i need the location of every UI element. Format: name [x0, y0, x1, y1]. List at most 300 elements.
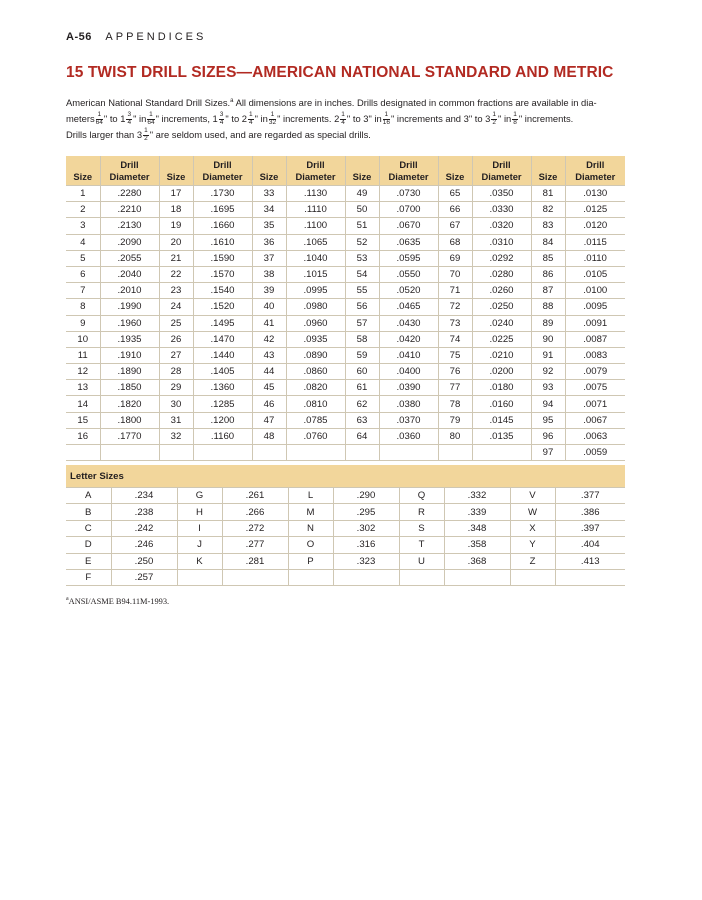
letter-size-cell: R	[399, 504, 444, 520]
drill-diameter-cell: .0079	[565, 364, 625, 380]
drill-diameter-cell: .0200	[472, 364, 531, 380]
drill-size-cell: 19	[159, 218, 193, 234]
drill-size-cell: 72	[438, 299, 472, 315]
table-row	[66, 537, 625, 553]
drill-diameter-cell: .1520	[193, 299, 252, 315]
drill-diameter-cell: .0059	[565, 445, 625, 461]
drill-diameter-cell: .2090	[100, 234, 159, 250]
drill-diameter-cell: .1065	[286, 234, 345, 250]
letter-diameter-cell: .332	[444, 488, 510, 504]
letter-diameter-cell: .316	[333, 537, 399, 553]
drill-diameter-cell: .2055	[100, 250, 159, 266]
drill-diameter-cell: .1440	[193, 347, 252, 363]
drill-size-cell: 28	[159, 364, 193, 380]
letter-diameter-cell: .234	[111, 488, 177, 504]
drill-size-cell: 39	[252, 283, 286, 299]
drill-size-cell: 56	[345, 299, 379, 315]
drill-size-cell	[345, 445, 379, 461]
drill-diameter-cell: .0935	[286, 331, 345, 347]
section-label: APPENDICES	[105, 31, 207, 43]
drill-diameter-cell: .0700	[379, 202, 438, 218]
table-row	[66, 347, 625, 363]
drill-size-cell: 46	[252, 396, 286, 412]
drill-size-cell: 45	[252, 380, 286, 396]
drill-size-cell: 48	[252, 428, 286, 444]
drill-diameter-cell: .1695	[193, 202, 252, 218]
drill-size-cell: 50	[345, 202, 379, 218]
drill-diameter-cell: .1610	[193, 234, 252, 250]
drill-diameter-column-header: Drill Diameter	[472, 156, 531, 186]
drill-size-cell: 40	[252, 299, 286, 315]
drill-size-cell: 74	[438, 331, 472, 347]
drill-diameter-cell: .0350	[472, 186, 531, 202]
drill-diameter-cell: .0120	[565, 218, 625, 234]
drill-diameter-cell: .2130	[100, 218, 159, 234]
letter-diameter-cell: .261	[222, 488, 288, 504]
drill-diameter-cell: .0087	[565, 331, 625, 347]
drill-size-cell: 55	[345, 283, 379, 299]
drill-size-cell: 76	[438, 364, 472, 380]
letter-size-cell: X	[510, 520, 555, 536]
drill-diameter-cell: .0071	[565, 396, 625, 412]
letter-size-cell: U	[399, 553, 444, 569]
drill-size-cell: 32	[159, 428, 193, 444]
drill-diameter-cell: .2280	[100, 186, 159, 202]
letter-size-cell: W	[510, 504, 555, 520]
drill-size-cell: 65	[438, 186, 472, 202]
drill-diameter-cell: .0520	[379, 283, 438, 299]
table-row	[66, 488, 625, 504]
drill-size-cell: 80	[438, 428, 472, 444]
letter-diameter-cell	[555, 569, 625, 585]
drill-diameter-cell: .1110	[286, 202, 345, 218]
drill-diameter-cell: .1130	[286, 186, 345, 202]
letter-size-cell: E	[66, 553, 111, 569]
letter-size-cell	[288, 569, 333, 585]
drill-diameter-cell: .0810	[286, 396, 345, 412]
drill-size-cell: 27	[159, 347, 193, 363]
letter-size-cell: Z	[510, 553, 555, 569]
drill-size-cell: 17	[159, 186, 193, 202]
drill-size-cell: 59	[345, 347, 379, 363]
drill-diameter-cell: .0180	[472, 380, 531, 396]
letter-size-cell: Q	[399, 488, 444, 504]
table-row	[66, 364, 625, 380]
letter-diameter-cell: .281	[222, 553, 288, 569]
table-header-row	[66, 156, 625, 186]
size-column-header: Size	[252, 156, 286, 186]
drill-diameter-cell: .0820	[286, 380, 345, 396]
drill-diameter-cell: .0360	[379, 428, 438, 444]
number-sizes-table	[66, 156, 625, 461]
drill-size-cell: 8	[66, 299, 100, 315]
letter-size-cell: C	[66, 520, 111, 536]
drill-diameter-column-header: Drill Diameter	[193, 156, 252, 186]
drill-size-cell: 36	[252, 234, 286, 250]
drill-diameter-cell: .0105	[565, 266, 625, 282]
drill-diameter-cell: .0960	[286, 315, 345, 331]
drill-size-cell: 9	[66, 315, 100, 331]
drill-size-cell: 60	[345, 364, 379, 380]
letter-size-cell: A	[66, 488, 111, 504]
drill-diameter-cell: .0063	[565, 428, 625, 444]
drill-size-cell: 24	[159, 299, 193, 315]
drill-diameter-cell: .0730	[379, 186, 438, 202]
drill-size-cell	[66, 445, 100, 461]
drill-size-cell: 34	[252, 202, 286, 218]
letter-diameter-cell: .358	[444, 537, 510, 553]
drill-diameter-cell	[286, 445, 345, 461]
drill-size-cell: 49	[345, 186, 379, 202]
drill-diameter-column-header: Drill Diameter	[286, 156, 345, 186]
drill-size-cell: 66	[438, 202, 472, 218]
drill-size-cell: 83	[531, 218, 565, 234]
drill-diameter-cell: .0995	[286, 283, 345, 299]
drill-size-cell: 42	[252, 331, 286, 347]
drill-diameter-column-header: Drill Diameter	[100, 156, 159, 186]
drill-diameter-cell: .1100	[286, 218, 345, 234]
table-row	[66, 380, 625, 396]
drill-diameter-cell: .1990	[100, 299, 159, 315]
drill-diameter-cell: .0595	[379, 250, 438, 266]
drill-size-cell: 69	[438, 250, 472, 266]
letter-size-cell: I	[177, 520, 222, 536]
table-row	[66, 504, 625, 520]
drill-diameter-cell: .0067	[565, 412, 625, 428]
letter-diameter-cell: .250	[111, 553, 177, 569]
drill-diameter-cell: .0430	[379, 315, 438, 331]
table-row	[66, 396, 625, 412]
drill-size-cell: 1	[66, 186, 100, 202]
drill-diameter-cell: .0083	[565, 347, 625, 363]
table-row	[66, 218, 625, 234]
drill-size-cell: 25	[159, 315, 193, 331]
drill-size-cell: 16	[66, 428, 100, 444]
drill-diameter-cell: .1405	[193, 364, 252, 380]
drill-diameter-column-header: Drill Diameter	[565, 156, 625, 186]
table-row	[66, 234, 625, 250]
drill-size-cell: 96	[531, 428, 565, 444]
drill-diameter-cell: .0100	[565, 283, 625, 299]
intro-line-3: Drills larger than 3 1 2 " are seldom used, and are regarded as special drills.	[66, 127, 371, 142]
drill-size-cell: 47	[252, 412, 286, 428]
letter-sizes-heading: Letter Sizes	[66, 465, 625, 488]
letter-size-cell: F	[66, 569, 111, 585]
drill-diameter-cell: .0225	[472, 331, 531, 347]
table-row	[66, 520, 625, 536]
table-row	[66, 186, 625, 202]
drill-size-cell: 5	[66, 250, 100, 266]
drill-diameter-cell: .1910	[100, 347, 159, 363]
drill-diameter-cell: .1770	[100, 428, 159, 444]
letter-diameter-cell	[222, 569, 288, 585]
drill-diameter-column-header: Drill Diameter	[379, 156, 438, 186]
drill-size-cell: 53	[345, 250, 379, 266]
drill-size-cell: 26	[159, 331, 193, 347]
size-column-header: Size	[345, 156, 379, 186]
drill-size-cell: 85	[531, 250, 565, 266]
drill-diameter-cell: .0550	[379, 266, 438, 282]
drill-diameter-cell	[193, 445, 252, 461]
drill-diameter-cell: .1285	[193, 396, 252, 412]
letter-diameter-cell: .397	[555, 520, 625, 536]
table-row	[66, 315, 625, 331]
drill-size-cell: 86	[531, 266, 565, 282]
table-row	[66, 283, 625, 299]
letter-size-cell: S	[399, 520, 444, 536]
drill-size-cell: 43	[252, 347, 286, 363]
drill-size-cell: 14	[66, 396, 100, 412]
drill-size-cell: 94	[531, 396, 565, 412]
page-number: A-56	[66, 31, 92, 43]
letter-size-cell: D	[66, 537, 111, 553]
letter-diameter-cell: .238	[111, 504, 177, 520]
drill-diameter-cell: .0075	[565, 380, 625, 396]
drill-size-cell: 13	[66, 380, 100, 396]
letter-diameter-cell: .266	[222, 504, 288, 520]
drill-diameter-cell: .0980	[286, 299, 345, 315]
letter-diameter-cell: .242	[111, 520, 177, 536]
drill-diameter-cell: .1890	[100, 364, 159, 380]
letter-diameter-cell: .386	[555, 504, 625, 520]
drill-size-cell: 79	[438, 412, 472, 428]
drill-diameter-cell: .0370	[379, 412, 438, 428]
drill-diameter-cell: .1660	[193, 218, 252, 234]
drill-size-cell: 64	[345, 428, 379, 444]
table-row	[66, 202, 625, 218]
drill-size-cell: 97	[531, 445, 565, 461]
drill-diameter-cell: .0465	[379, 299, 438, 315]
letter-size-cell	[177, 569, 222, 585]
drill-size-cell: 21	[159, 250, 193, 266]
drill-size-cell	[438, 445, 472, 461]
drill-diameter-cell: .0380	[379, 396, 438, 412]
drill-diameter-cell: .0091	[565, 315, 625, 331]
drill-size-cell: 6	[66, 266, 100, 282]
drill-diameter-cell: .0260	[472, 283, 531, 299]
drill-diameter-cell: .1160	[193, 428, 252, 444]
drill-size-cell: 33	[252, 186, 286, 202]
drill-diameter-cell: .0160	[472, 396, 531, 412]
size-column-header: Size	[66, 156, 100, 186]
drill-size-cell: 12	[66, 364, 100, 380]
drill-size-cell: 41	[252, 315, 286, 331]
size-column-header: Size	[531, 156, 565, 186]
drill-diameter-cell: .1540	[193, 283, 252, 299]
drill-diameter-cell: .1200	[193, 412, 252, 428]
drill-size-cell: 91	[531, 347, 565, 363]
table-row	[66, 299, 625, 315]
drill-size-cell: 78	[438, 396, 472, 412]
drill-diameter-cell: .0670	[379, 218, 438, 234]
letter-diameter-cell: .348	[444, 520, 510, 536]
drill-size-cell: 51	[345, 218, 379, 234]
drill-diameter-cell: .0635	[379, 234, 438, 250]
drill-size-cell: 54	[345, 266, 379, 282]
letter-diameter-cell: .295	[333, 504, 399, 520]
drill-size-cell: 2	[66, 202, 100, 218]
intro-line-1: American National Standard Drill Sizes.$^a$ All dimensions are in inches. Drills designated in common fractions are available in dia-	[66, 97, 597, 109]
drill-size-cell: 84	[531, 234, 565, 250]
drill-diameter-cell: .1820	[100, 396, 159, 412]
drill-size-cell: 38	[252, 266, 286, 282]
drill-diameter-cell: .0130	[565, 186, 625, 202]
drill-size-cell	[159, 445, 193, 461]
drill-diameter-cell: .0310	[472, 234, 531, 250]
drill-diameter-cell: .0890	[286, 347, 345, 363]
drill-diameter-cell: .1850	[100, 380, 159, 396]
drill-diameter-cell: .1730	[193, 186, 252, 202]
drill-size-cell: 63	[345, 412, 379, 428]
drill-diameter-cell: .0145	[472, 412, 531, 428]
letter-diameter-cell: .323	[333, 553, 399, 569]
drill-size-cell: 4	[66, 234, 100, 250]
letter-size-cell	[510, 569, 555, 585]
letter-size-cell: B	[66, 504, 111, 520]
drill-diameter-cell: .2040	[100, 266, 159, 282]
drill-diameter-cell	[100, 445, 159, 461]
letter-diameter-cell: .246	[111, 537, 177, 553]
drill-size-cell: 75	[438, 347, 472, 363]
drill-size-cell: 20	[159, 234, 193, 250]
drill-size-cell: 52	[345, 234, 379, 250]
letter-size-cell: P	[288, 553, 333, 569]
drill-diameter-cell: .0320	[472, 218, 531, 234]
letter-diameter-cell: .404	[555, 537, 625, 553]
drill-size-cell: 77	[438, 380, 472, 396]
drill-size-cell: 58	[345, 331, 379, 347]
letter-diameter-cell: .413	[555, 553, 625, 569]
drill-diameter-cell: .0110	[565, 250, 625, 266]
letter-diameter-cell: .302	[333, 520, 399, 536]
drill-size-cell: 11	[66, 347, 100, 363]
letter-diameter-cell: .257	[111, 569, 177, 585]
drill-size-cell: 70	[438, 266, 472, 282]
drill-diameter-cell: .1935	[100, 331, 159, 347]
drill-diameter-cell: .1960	[100, 315, 159, 331]
page-title: 15 TWIST DRILL SIZES—AMERICAN NATIONAL STANDARD AND METRIC	[66, 64, 614, 81]
letter-size-cell: G	[177, 488, 222, 504]
drill-diameter-cell: .1590	[193, 250, 252, 266]
drill-diameter-cell: .0135	[472, 428, 531, 444]
drill-size-cell: 61	[345, 380, 379, 396]
drill-diameter-cell: .0240	[472, 315, 531, 331]
drill-size-cell: 57	[345, 315, 379, 331]
letter-size-cell: H	[177, 504, 222, 520]
drill-size-cell: 68	[438, 234, 472, 250]
letter-diameter-cell	[333, 569, 399, 585]
letter-size-cell: O	[288, 537, 333, 553]
drill-diameter-cell: .1015	[286, 266, 345, 282]
letter-size-cell	[399, 569, 444, 585]
drill-diameter-cell: .1040	[286, 250, 345, 266]
drill-diameter-cell: .1570	[193, 266, 252, 282]
letter-diameter-cell: .377	[555, 488, 625, 504]
table-row	[66, 412, 625, 428]
drill-diameter-cell: .0095	[565, 299, 625, 315]
drill-size-cell: 7	[66, 283, 100, 299]
letter-diameter-cell	[444, 569, 510, 585]
drill-size-cell: 71	[438, 283, 472, 299]
drill-diameter-cell: .0860	[286, 364, 345, 380]
drill-diameter-cell: .0292	[472, 250, 531, 266]
letter-size-cell: N	[288, 520, 333, 536]
drill-diameter-cell	[379, 445, 438, 461]
drill-size-cell: 35	[252, 218, 286, 234]
intro-paragraph	[66, 93, 658, 143]
drill-size-cell: 30	[159, 396, 193, 412]
drill-size-cell: 89	[531, 315, 565, 331]
letter-size-cell: Y	[510, 537, 555, 553]
drill-diameter-cell: .1360	[193, 380, 252, 396]
drill-diameter-cell: .0410	[379, 347, 438, 363]
letter-diameter-cell: .277	[222, 537, 288, 553]
size-column-header: Size	[159, 156, 193, 186]
table-row	[66, 428, 625, 444]
drill-size-cell: 81	[531, 186, 565, 202]
letter-diameter-cell: .339	[444, 504, 510, 520]
drill-size-cell: 67	[438, 218, 472, 234]
drill-size-cell: 37	[252, 250, 286, 266]
drill-size-cell: 95	[531, 412, 565, 428]
letter-size-cell: V	[510, 488, 555, 504]
letter-sizes-table	[66, 465, 625, 586]
drill-diameter-cell: .0330	[472, 202, 531, 218]
letter-diameter-cell: .368	[444, 553, 510, 569]
letter-size-cell: L	[288, 488, 333, 504]
drill-diameter-cell: .1800	[100, 412, 159, 428]
letter-size-cell: K	[177, 553, 222, 569]
drill-size-cell: 10	[66, 331, 100, 347]
letter-diameter-cell: .290	[333, 488, 399, 504]
drill-diameter-cell: .0420	[379, 331, 438, 347]
drill-size-cell: 18	[159, 202, 193, 218]
letter-size-cell: M	[288, 504, 333, 520]
drill-diameter-cell: .0115	[565, 234, 625, 250]
size-column-header: Size	[438, 156, 472, 186]
table-row	[66, 445, 625, 461]
table-row	[66, 266, 625, 282]
drill-size-cell: 88	[531, 299, 565, 315]
drill-diameter-cell: .1495	[193, 315, 252, 331]
intro-line-2: meters 1 64 " to 1 3 4 " in 1 64 " increments, 1 3 4 " to 2 1 4 " in 1 32 " increments. 2 1 4 " to 3" in 1 16 " increments and 3" to 3 1 2 " in 1 8 " increments.	[66, 111, 574, 126]
drill-size-cell: 92	[531, 364, 565, 380]
drill-diameter-cell	[472, 445, 531, 461]
table-row	[66, 569, 625, 585]
drill-size-cell: 90	[531, 331, 565, 347]
drill-size-cell: 29	[159, 380, 193, 396]
drill-size-cell: 73	[438, 315, 472, 331]
drill-size-cell: 44	[252, 364, 286, 380]
drill-diameter-cell: .0280	[472, 266, 531, 282]
drill-size-cell: 82	[531, 202, 565, 218]
drill-diameter-cell: .0250	[472, 299, 531, 315]
drill-size-cell: 93	[531, 380, 565, 396]
table-row	[66, 331, 625, 347]
footnote: $^a$ANSI/ASME B94.11M-1993.	[66, 596, 170, 606]
drill-diameter-cell: .1470	[193, 331, 252, 347]
drill-diameter-cell: .0125	[565, 202, 625, 218]
drill-diameter-cell: .0785	[286, 412, 345, 428]
drill-size-cell: 31	[159, 412, 193, 428]
drill-size-cell	[252, 445, 286, 461]
drill-diameter-cell: .2010	[100, 283, 159, 299]
drill-diameter-cell: .0400	[379, 364, 438, 380]
drill-diameter-cell: .0210	[472, 347, 531, 363]
drill-size-cell: 22	[159, 266, 193, 282]
drill-size-cell: 3	[66, 218, 100, 234]
letter-diameter-cell: .272	[222, 520, 288, 536]
